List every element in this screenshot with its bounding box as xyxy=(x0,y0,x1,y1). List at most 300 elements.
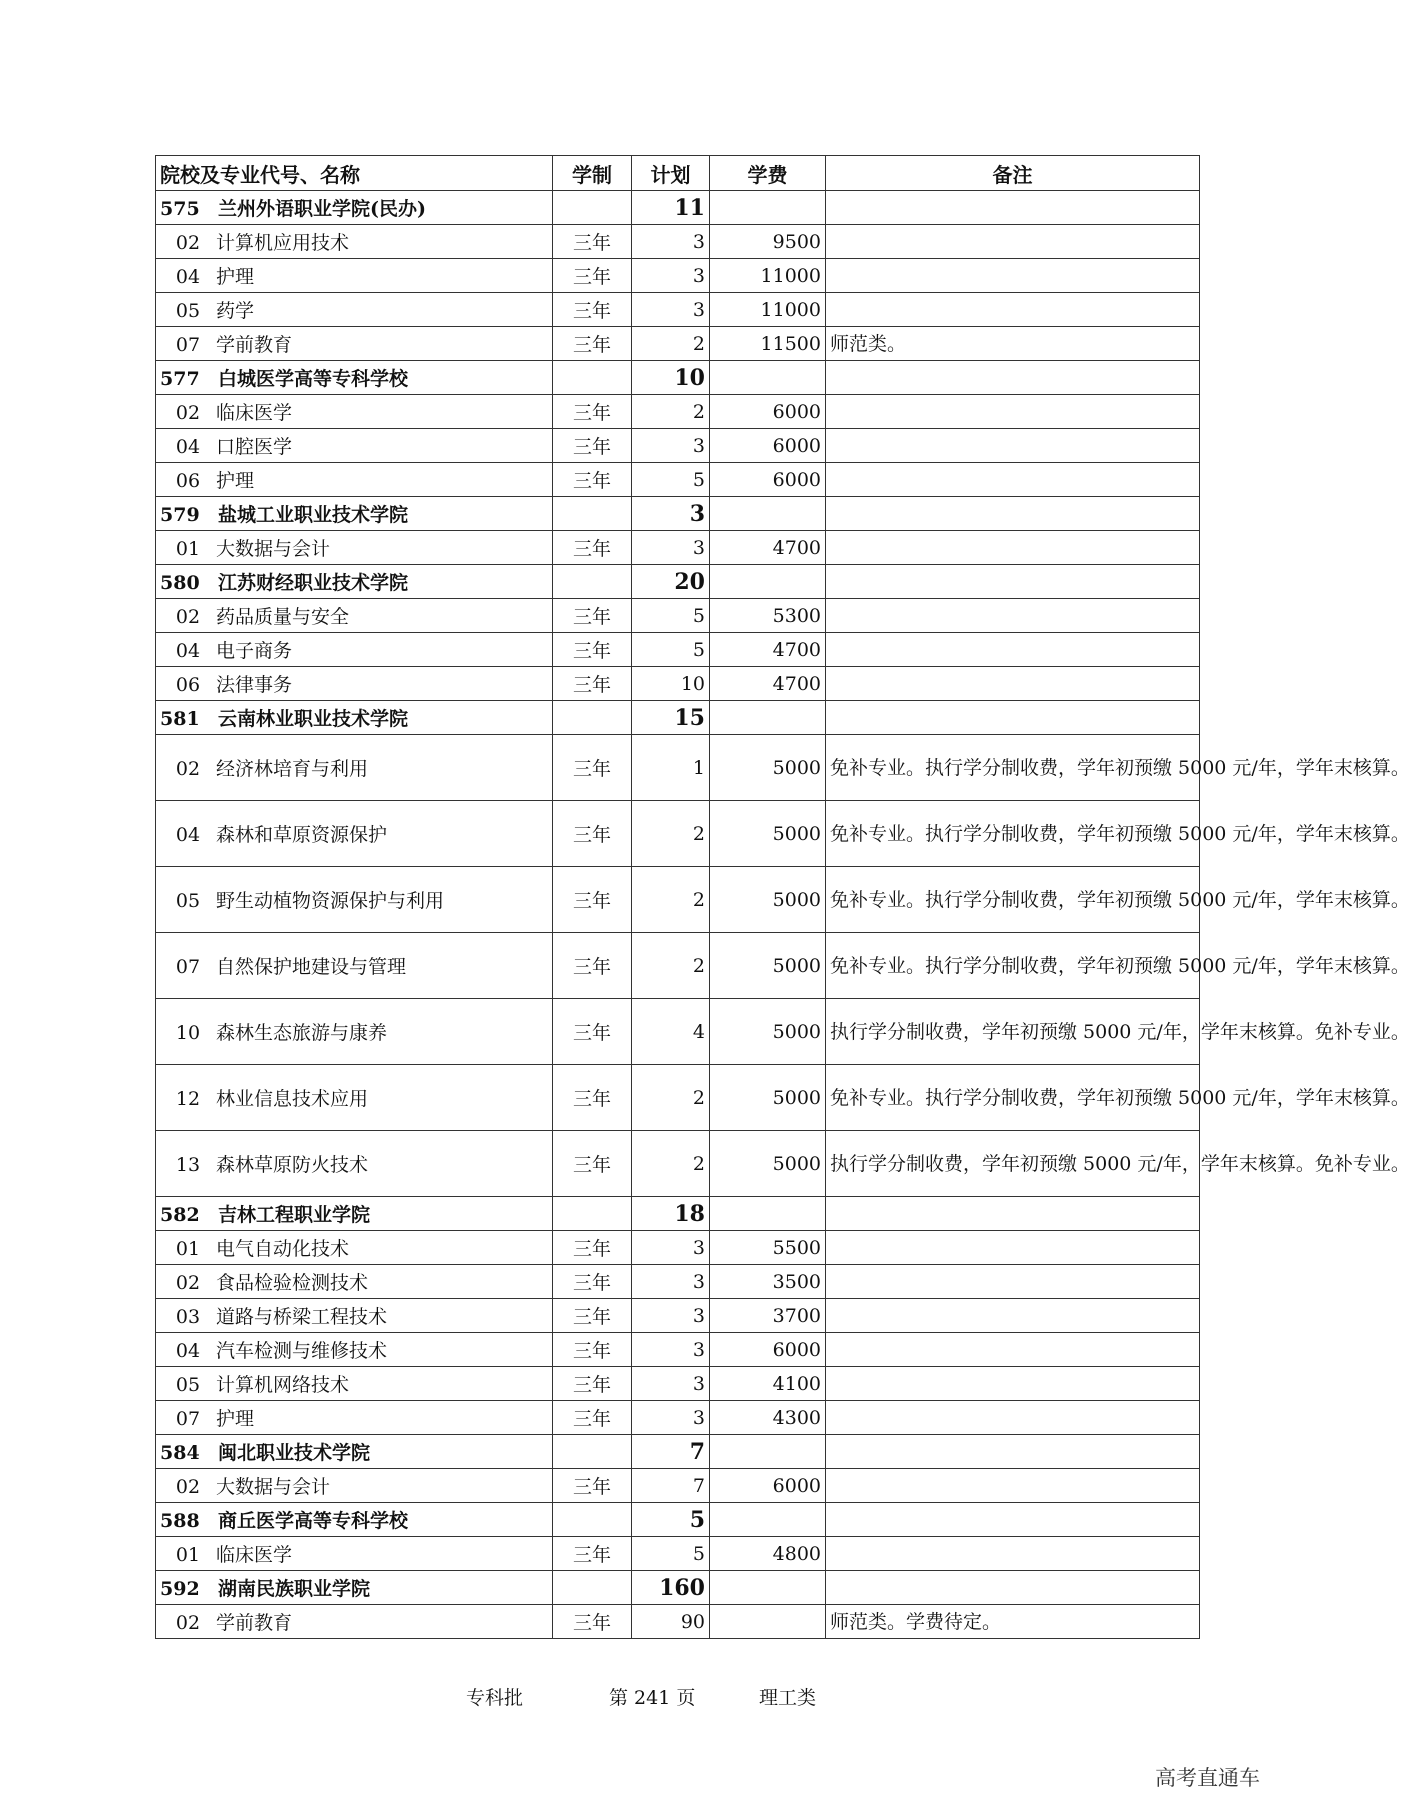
major-fee: 5000 xyxy=(710,1131,826,1197)
major-duration: 三年 xyxy=(553,1605,632,1639)
major-duration: 三年 xyxy=(553,429,632,463)
major-fee: 11000 xyxy=(710,293,826,327)
major-fee: 5000 xyxy=(710,999,826,1065)
major-code: 05 xyxy=(175,890,201,912)
watermark-text: 高考直通车 xyxy=(1155,1766,1260,1790)
major-fee: 5000 xyxy=(710,801,826,867)
school-note-cell xyxy=(826,497,1200,531)
major-code: 04 xyxy=(175,824,201,846)
school-fee-cell xyxy=(710,565,826,599)
major-name: 护理 xyxy=(216,266,255,288)
school-row xyxy=(156,497,1200,531)
school-code: 581 xyxy=(160,708,200,730)
major-plan: 3 xyxy=(632,259,710,293)
major-name-cell xyxy=(156,599,553,633)
major-duration: 三年 xyxy=(553,293,632,327)
major-name-cell xyxy=(156,1333,553,1367)
major-code: 02 xyxy=(175,1476,201,1498)
major-name-cell xyxy=(156,1469,553,1503)
school-fee-cell xyxy=(710,1571,826,1605)
major-row xyxy=(156,1231,1200,1265)
major-note xyxy=(826,667,1200,701)
school-name-cell xyxy=(156,361,553,395)
major-row xyxy=(156,633,1200,667)
school-name: 闽北职业技术学院 xyxy=(218,1442,371,1464)
major-name: 森林和草原资源保护 xyxy=(216,824,388,846)
major-row xyxy=(156,1401,1200,1435)
school-fee-cell xyxy=(710,191,826,225)
major-duration: 三年 xyxy=(553,1333,632,1367)
major-code: 03 xyxy=(175,1306,201,1328)
major-fee: 4700 xyxy=(710,531,826,565)
major-duration: 三年 xyxy=(553,933,632,999)
major-row xyxy=(156,801,1200,867)
school-row xyxy=(156,701,1200,735)
major-fee: 6000 xyxy=(710,463,826,497)
major-code: 02 xyxy=(175,606,201,628)
major-plan: 1 xyxy=(632,735,710,801)
major-row xyxy=(156,867,1200,933)
major-row xyxy=(156,463,1200,497)
major-row xyxy=(156,259,1200,293)
school-name: 云南林业职业技术学院 xyxy=(218,708,409,730)
school-name: 商丘医学高等专科学校 xyxy=(218,1510,409,1532)
major-note xyxy=(826,1469,1200,1503)
major-plan: 5 xyxy=(632,599,710,633)
major-note xyxy=(826,1231,1200,1265)
school-fee-cell xyxy=(710,1503,826,1537)
school-code: 577 xyxy=(160,368,200,390)
major-code: 02 xyxy=(175,1612,201,1634)
major-duration: 三年 xyxy=(553,327,632,361)
major-code: 06 xyxy=(175,470,201,492)
major-name-cell xyxy=(156,801,553,867)
major-plan: 5 xyxy=(632,463,710,497)
major-name: 药学 xyxy=(216,300,255,322)
header-name: 院校及专业代号、名称 xyxy=(156,156,553,191)
major-name-cell xyxy=(156,293,553,327)
school-name: 江苏财经职业技术学院 xyxy=(218,572,409,594)
major-code: 06 xyxy=(175,674,201,696)
major-name-cell xyxy=(156,933,553,999)
school-name: 白城医学高等专科学校 xyxy=(218,368,409,390)
major-note xyxy=(826,1333,1200,1367)
school-fee-cell xyxy=(710,361,826,395)
school-plan: 160 xyxy=(632,1571,710,1605)
major-note: 免补专业。执行学分制收费，学年初预缴 5000 元/年，学年末核算。 xyxy=(826,867,1200,933)
major-duration: 三年 xyxy=(553,1065,632,1131)
major-note: 执行学分制收费，学年初预缴 5000 元/年，学年末核算。免补专业。 xyxy=(826,1131,1200,1197)
major-row xyxy=(156,1537,1200,1571)
major-code: 02 xyxy=(175,758,201,780)
major-name-cell xyxy=(156,633,553,667)
header-note: 备注 xyxy=(826,156,1200,191)
school-duration-cell xyxy=(553,565,632,599)
major-plan: 2 xyxy=(632,867,710,933)
major-code: 04 xyxy=(175,436,201,458)
major-name-cell xyxy=(156,667,553,701)
school-plan: 15 xyxy=(632,701,710,735)
school-code: 588 xyxy=(160,1510,200,1532)
major-code: 07 xyxy=(175,1408,201,1430)
major-code: 13 xyxy=(175,1154,201,1176)
major-name: 临床医学 xyxy=(216,1544,293,1566)
school-name: 盐城工业职业技术学院 xyxy=(218,504,409,526)
major-duration: 三年 xyxy=(553,1299,632,1333)
major-duration: 三年 xyxy=(553,1469,632,1503)
school-name-cell xyxy=(156,497,553,531)
major-name: 护理 xyxy=(216,470,255,492)
major-name-cell xyxy=(156,463,553,497)
school-row xyxy=(156,1571,1200,1605)
school-name-cell xyxy=(156,1435,553,1469)
major-plan: 3 xyxy=(632,1265,710,1299)
major-duration: 三年 xyxy=(553,463,632,497)
major-name: 法律事务 xyxy=(216,674,293,696)
school-note-cell xyxy=(826,1435,1200,1469)
school-note-cell xyxy=(826,701,1200,735)
major-note: 执行学分制收费，学年初预缴 5000 元/年，学年末核算。免补专业。 xyxy=(826,999,1200,1065)
major-name-cell xyxy=(156,327,553,361)
school-note-cell xyxy=(826,1503,1200,1537)
major-fee: 4800 xyxy=(710,1537,826,1571)
major-row xyxy=(156,735,1200,801)
school-name-cell xyxy=(156,701,553,735)
header-fee: 学费 xyxy=(710,156,826,191)
school-row xyxy=(156,1197,1200,1231)
major-name-cell xyxy=(156,1401,553,1435)
major-note xyxy=(826,1537,1200,1571)
major-code: 04 xyxy=(175,1340,201,1362)
major-fee: 6000 xyxy=(710,395,826,429)
major-name: 临床医学 xyxy=(216,402,293,424)
major-duration: 三年 xyxy=(553,735,632,801)
major-name-cell xyxy=(156,1605,553,1639)
major-code: 12 xyxy=(175,1088,201,1110)
major-fee: 6000 xyxy=(710,1469,826,1503)
major-note xyxy=(826,1367,1200,1401)
major-code: 10 xyxy=(175,1022,201,1044)
major-row xyxy=(156,293,1200,327)
major-fee: 5300 xyxy=(710,599,826,633)
major-plan: 3 xyxy=(632,1333,710,1367)
major-duration: 三年 xyxy=(553,801,632,867)
major-code: 02 xyxy=(175,232,201,254)
school-name-cell xyxy=(156,565,553,599)
major-row xyxy=(156,1265,1200,1299)
major-fee: 11000 xyxy=(710,259,826,293)
school-plan: 3 xyxy=(632,497,710,531)
major-row xyxy=(156,999,1200,1065)
major-plan: 3 xyxy=(632,1231,710,1265)
major-name-cell xyxy=(156,1299,553,1333)
major-name-cell xyxy=(156,1367,553,1401)
major-duration: 三年 xyxy=(553,667,632,701)
major-name: 森林草原防火技术 xyxy=(216,1154,369,1176)
major-note xyxy=(826,463,1200,497)
school-name-cell xyxy=(156,1197,553,1231)
major-note xyxy=(826,633,1200,667)
major-fee: 3500 xyxy=(710,1265,826,1299)
school-name-cell xyxy=(156,1571,553,1605)
major-plan: 4 xyxy=(632,999,710,1065)
major-row xyxy=(156,531,1200,565)
major-duration: 三年 xyxy=(553,531,632,565)
school-code: 575 xyxy=(160,198,200,220)
major-name: 学前教育 xyxy=(216,1612,293,1634)
school-row xyxy=(156,191,1200,225)
school-name: 湖南民族职业学院 xyxy=(218,1578,371,1600)
major-fee: 5500 xyxy=(710,1231,826,1265)
header-duration: 学制 xyxy=(553,156,632,191)
major-row xyxy=(156,1131,1200,1197)
school-duration-cell xyxy=(553,497,632,531)
major-plan: 2 xyxy=(632,1131,710,1197)
major-name: 林业信息技术应用 xyxy=(216,1088,369,1110)
major-name-cell xyxy=(156,1065,553,1131)
major-plan: 5 xyxy=(632,633,710,667)
school-fee-cell xyxy=(710,1435,826,1469)
major-plan: 90 xyxy=(632,1605,710,1639)
school-row xyxy=(156,1435,1200,1469)
major-name-cell xyxy=(156,259,553,293)
major-duration: 三年 xyxy=(553,867,632,933)
school-duration-cell xyxy=(553,1571,632,1605)
school-duration-cell xyxy=(553,1197,632,1231)
school-plan: 11 xyxy=(632,191,710,225)
school-duration-cell xyxy=(553,191,632,225)
major-row xyxy=(156,1469,1200,1503)
major-code: 05 xyxy=(175,1374,201,1396)
major-duration: 三年 xyxy=(553,1537,632,1571)
major-row xyxy=(156,225,1200,259)
major-note xyxy=(826,225,1200,259)
major-duration: 三年 xyxy=(553,1131,632,1197)
major-name: 野生动植物资源保护与利用 xyxy=(216,890,445,912)
major-plan: 10 xyxy=(632,667,710,701)
major-note: 师范类。学费待定。 xyxy=(826,1605,1200,1639)
major-note xyxy=(826,259,1200,293)
school-row xyxy=(156,565,1200,599)
school-name-cell xyxy=(156,1503,553,1537)
school-duration-cell xyxy=(553,361,632,395)
school-note-cell xyxy=(826,191,1200,225)
footer-batch: 专科批 xyxy=(466,1687,524,1709)
major-name: 自然保护地建设与管理 xyxy=(216,956,407,978)
major-duration: 三年 xyxy=(553,1231,632,1265)
major-duration: 三年 xyxy=(553,1265,632,1299)
major-name-cell xyxy=(156,429,553,463)
major-fee: 5000 xyxy=(710,735,826,801)
major-fee: 5000 xyxy=(710,933,826,999)
school-name: 吉林工程职业学院 xyxy=(218,1204,371,1226)
major-name: 护理 xyxy=(216,1408,255,1430)
major-name: 药品质量与安全 xyxy=(216,606,350,628)
major-name: 学前教育 xyxy=(216,334,293,356)
major-name: 道路与桥梁工程技术 xyxy=(216,1306,388,1328)
major-fee: 4100 xyxy=(710,1367,826,1401)
major-name-cell xyxy=(156,1131,553,1197)
major-name: 口腔医学 xyxy=(216,436,293,458)
major-name-cell xyxy=(156,999,553,1065)
major-fee: 9500 xyxy=(710,225,826,259)
major-code: 01 xyxy=(175,1238,201,1260)
major-code: 02 xyxy=(175,402,201,424)
major-row xyxy=(156,933,1200,999)
major-note xyxy=(826,531,1200,565)
major-plan: 3 xyxy=(632,429,710,463)
major-name-cell xyxy=(156,1537,553,1571)
major-name-cell xyxy=(156,531,553,565)
school-plan: 10 xyxy=(632,361,710,395)
major-duration: 三年 xyxy=(553,1401,632,1435)
school-plan: 20 xyxy=(632,565,710,599)
major-name: 大数据与会计 xyxy=(216,1476,331,1498)
major-plan: 3 xyxy=(632,293,710,327)
school-code: 582 xyxy=(160,1204,200,1226)
major-note xyxy=(826,429,1200,463)
major-name: 电气自动化技术 xyxy=(216,1238,350,1260)
major-duration: 三年 xyxy=(553,259,632,293)
major-row xyxy=(156,1367,1200,1401)
school-row xyxy=(156,361,1200,395)
school-note-cell xyxy=(826,565,1200,599)
major-plan: 5 xyxy=(632,1537,710,1571)
major-plan: 3 xyxy=(632,225,710,259)
school-note-cell xyxy=(826,1197,1200,1231)
major-name: 汽车检测与维修技术 xyxy=(216,1340,388,1362)
school-fee-cell xyxy=(710,701,826,735)
major-name-cell xyxy=(156,735,553,801)
major-fee: 5000 xyxy=(710,1065,826,1131)
major-duration: 三年 xyxy=(553,225,632,259)
major-row xyxy=(156,1299,1200,1333)
major-name: 食品检验检测技术 xyxy=(216,1272,369,1294)
major-code: 02 xyxy=(175,1272,201,1294)
major-code: 04 xyxy=(175,640,201,662)
footer-page-number: 第 241 页 xyxy=(609,1687,696,1709)
major-duration: 三年 xyxy=(553,633,632,667)
major-fee: 5000 xyxy=(710,867,826,933)
major-plan: 2 xyxy=(632,327,710,361)
major-duration: 三年 xyxy=(553,395,632,429)
school-code: 579 xyxy=(160,504,200,526)
school-note-cell xyxy=(826,361,1200,395)
school-duration-cell xyxy=(553,1435,632,1469)
school-duration-cell xyxy=(553,701,632,735)
major-name-cell xyxy=(156,1231,553,1265)
header-plan: 计划 xyxy=(632,156,710,191)
major-row xyxy=(156,429,1200,463)
major-plan: 3 xyxy=(632,1401,710,1435)
major-fee: 4700 xyxy=(710,633,826,667)
school-duration-cell xyxy=(553,1503,632,1537)
major-name-cell xyxy=(156,225,553,259)
major-fee: 6000 xyxy=(710,429,826,463)
major-name-cell xyxy=(156,395,553,429)
major-name-cell xyxy=(156,1265,553,1299)
major-code: 01 xyxy=(175,1544,201,1566)
major-plan: 2 xyxy=(632,1065,710,1131)
major-code: 07 xyxy=(175,334,201,356)
major-note xyxy=(826,1299,1200,1333)
footer-category: 理工类 xyxy=(759,1687,817,1709)
major-fee: 3700 xyxy=(710,1299,826,1333)
school-fee-cell xyxy=(710,1197,826,1231)
major-name: 大数据与会计 xyxy=(216,538,331,560)
school-plan: 7 xyxy=(632,1435,710,1469)
major-duration: 三年 xyxy=(553,999,632,1065)
school-row xyxy=(156,1503,1200,1537)
major-note: 免补专业。执行学分制收费，学年初预缴 5000 元/年，学年末核算。 xyxy=(826,933,1200,999)
major-row xyxy=(156,667,1200,701)
major-row xyxy=(156,1065,1200,1131)
major-duration: 三年 xyxy=(553,599,632,633)
major-fee xyxy=(710,1605,826,1639)
major-plan: 2 xyxy=(632,801,710,867)
major-fee: 6000 xyxy=(710,1333,826,1367)
major-duration: 三年 xyxy=(553,1367,632,1401)
major-note xyxy=(826,1265,1200,1299)
major-note: 免补专业。执行学分制收费，学年初预缴 5000 元/年，学年末核算。 xyxy=(826,801,1200,867)
major-row xyxy=(156,327,1200,361)
major-note: 免补专业。执行学分制收费，学年初预缴 5000 元/年，学年末核算。 xyxy=(826,1065,1200,1131)
major-row xyxy=(156,599,1200,633)
major-note xyxy=(826,1401,1200,1435)
major-fee: 11500 xyxy=(710,327,826,361)
major-code: 01 xyxy=(175,538,201,560)
major-name: 计算机网络技术 xyxy=(216,1374,350,1396)
major-plan: 3 xyxy=(632,1367,710,1401)
major-name: 电子商务 xyxy=(216,640,293,662)
school-code: 592 xyxy=(160,1578,200,1600)
major-plan: 2 xyxy=(632,933,710,999)
school-note-cell xyxy=(826,1571,1200,1605)
major-fee: 4300 xyxy=(710,1401,826,1435)
page-footer xyxy=(0,1683,1280,1713)
school-name: 兰州外语职业学院(民办) xyxy=(218,198,426,220)
major-name: 计算机应用技术 xyxy=(216,232,350,254)
school-code: 584 xyxy=(160,1442,200,1464)
major-name: 森林生态旅游与康养 xyxy=(216,1022,388,1044)
major-plan: 7 xyxy=(632,1469,710,1503)
major-fee: 4700 xyxy=(710,667,826,701)
major-plan: 3 xyxy=(632,531,710,565)
major-plan: 3 xyxy=(632,1299,710,1333)
major-note xyxy=(826,599,1200,633)
major-code: 05 xyxy=(175,300,201,322)
major-code: 07 xyxy=(175,956,201,978)
major-row xyxy=(156,395,1200,429)
school-code: 580 xyxy=(160,572,200,594)
admission-plan-table xyxy=(155,155,1410,1639)
major-note: 师范类。 xyxy=(826,327,1200,361)
major-name: 经济林培育与利用 xyxy=(216,758,369,780)
major-name-cell xyxy=(156,867,553,933)
major-note xyxy=(826,395,1200,429)
major-note: 免补专业。执行学分制收费，学年初预缴 5000 元/年，学年末核算。 xyxy=(826,735,1200,801)
major-row xyxy=(156,1605,1200,1639)
major-note xyxy=(826,293,1200,327)
school-fee-cell xyxy=(710,497,826,531)
major-code: 04 xyxy=(175,266,201,288)
school-name-cell xyxy=(156,191,553,225)
major-plan: 2 xyxy=(632,395,710,429)
school-plan: 18 xyxy=(632,1197,710,1231)
table-header-row xyxy=(156,156,1200,191)
school-plan: 5 xyxy=(632,1503,710,1537)
major-row xyxy=(156,1333,1200,1367)
